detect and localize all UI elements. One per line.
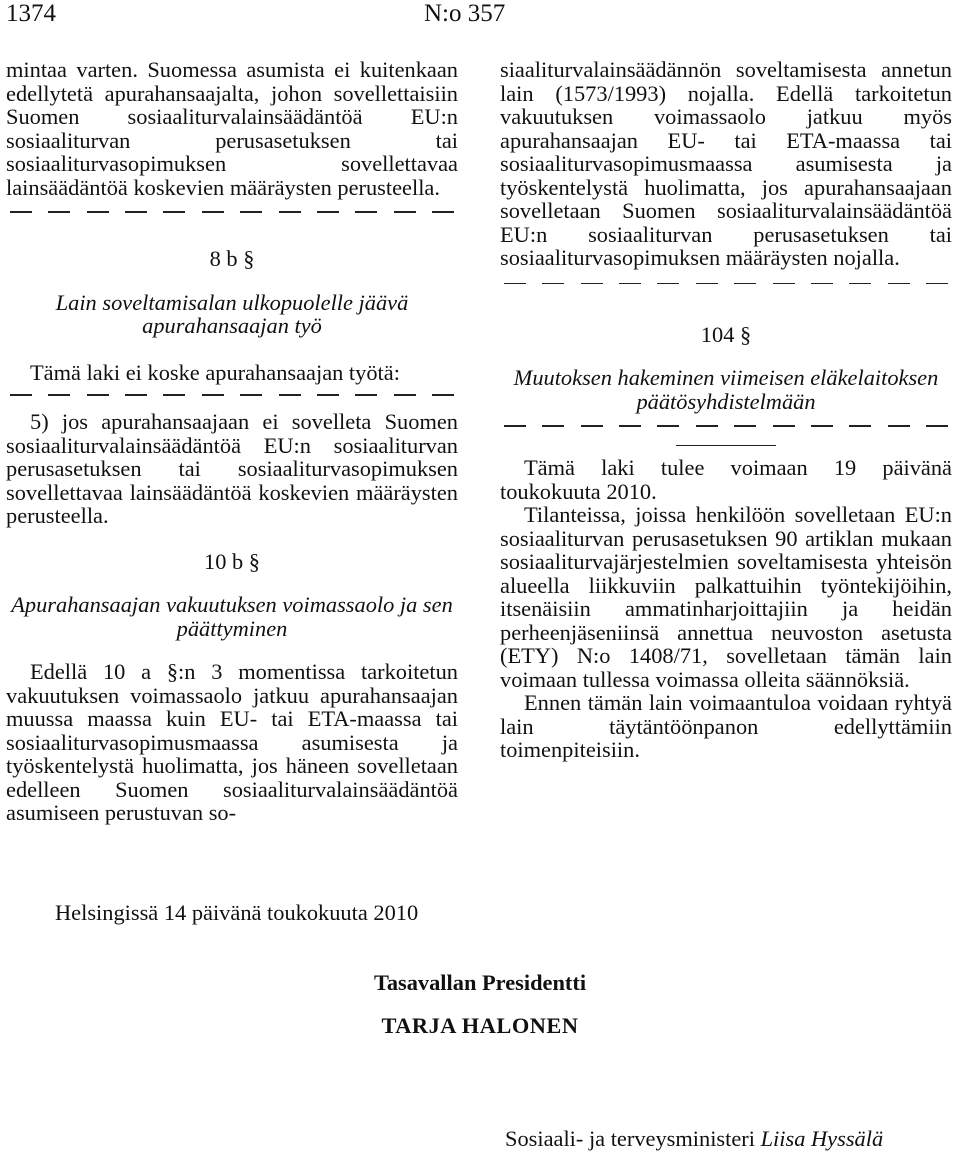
section-number: 8 b § bbox=[209, 246, 255, 271]
section-text: Edellä 10 a §:n 3 momentissa tarkoitetun vakuutuksen voimassaolo jatkuu apurahansaajan muussa maassa kuin EU- tai ETA-maassa tai sosiaaliturvasopimusmaassa asumisesta ja työskentelystä huolimatta, jos häneen sovelletaan edelleen Suomen sosiaaliturvalainsäädäntöä asumiseen perustuvan so- bbox=[6, 659, 458, 825]
president-title: Tasavallan Presidentti bbox=[373, 970, 587, 995]
omission-rule bbox=[500, 273, 952, 295]
intro-paragraph: mintaa varten. Suomessa asumista ei kuitenkaan edellytetä apurahansaajalta, johon sovellettaisiin Suomen sosiaaliturvalainsäädäntöä EU:n sosiaaliturvan perusasetuksen tai sosiaaliturvasopimuksen sovellettavaa lainsäädäntöä koskevien määräysten perusteella. bbox=[6, 57, 458, 200]
right-column bbox=[500, 58, 952, 762]
minister-name: Liisa Hyssälä bbox=[760, 1126, 884, 1151]
omission-rule bbox=[6, 384, 458, 406]
minister-title: Sosiaali- ja terveysministeri bbox=[505, 1126, 755, 1151]
item-5: 5) jos apurahansaajaan ei sovelleta Suomen sosiaaliturvalainsäädäntöä EU:n sosiaaliturvan perusasetuksen tai sosiaaliturvasopimuksen sovellettavaa lainsäädäntöä koskevien määräysten perusteella. bbox=[6, 409, 458, 528]
president-name: TARJA HALONEN bbox=[381, 1013, 579, 1038]
place-date: Helsingissä 14 päivänä toukokuuta 2010 bbox=[55, 900, 419, 925]
minister-signature bbox=[505, 1126, 883, 1152]
section-number: 104 § bbox=[700, 321, 752, 347]
section-title: Lain soveltamisalan ulkopuolelle jäävä apurahansaajan työ bbox=[55, 289, 409, 338]
implementation-measures: Ennen tämän lain voimaantuloa voidaan ryhtyä lain täytäntöönpanon edellyttämiin toimenpiteisiin. bbox=[500, 690, 952, 763]
omission-rule bbox=[500, 415, 952, 437]
issue-number: N:o 357 bbox=[424, 0, 506, 27]
left-column bbox=[6, 58, 458, 825]
page-number: 1374 bbox=[6, 0, 56, 27]
continuation-paragraph: siaaliturvalainsäädännön soveltamisesta annetun lain (1573/1993) nojalla. Edellä tarkoitetun vakuutuksen voimassaolo jatkuu myös apurahansaajan EU- tai ETA-maassa tai sosiaaliturvasopimusmaassa asumisesta ja työskentelystä huolimatta, jos apurahansaajaan sovelletaan Suomen sosiaaliturvalainsäädäntöä EU:n sosiaaliturvan perusasetuksen tai sosiaaliturvasopimuksen määräysten nojalla. bbox=[500, 57, 952, 270]
section-number: 10 b § bbox=[204, 548, 260, 574]
section-title: Muutoksen hakeminen viimeisen eläkelaitoksen päätösyhdistelmään bbox=[513, 365, 939, 414]
omission-rule bbox=[6, 201, 458, 223]
section-intro: Tämä laki ei koske apurahansaajan työtä: bbox=[30, 359, 400, 385]
entry-into-force: Tämä laki tulee voimaan 19 päivänä toukokuuta 2010. bbox=[500, 455, 952, 504]
section-title: Apurahansaajan vakuutuksen voimassaolo ja sen päättyminen bbox=[11, 592, 453, 641]
transition-provision: Tilanteissa, joissa henkilöön sovelletaan EU:n sosiaaliturvan perusasetuksen 90 artiklan mukaan sosiaaliturvajärjestelmien soveltamisesta yhteisön alueella liikkuviin palkattuihin työntekijöihin, itsenäisiin ammatinharjoittajiin ja heidän perheenjäseniinsä annettua neuvoston asetusta (ETY) N:o 1408/71, sovelletaan tämän lain voimaan tullessa voimassa olleita säännöksiä. bbox=[500, 502, 952, 692]
